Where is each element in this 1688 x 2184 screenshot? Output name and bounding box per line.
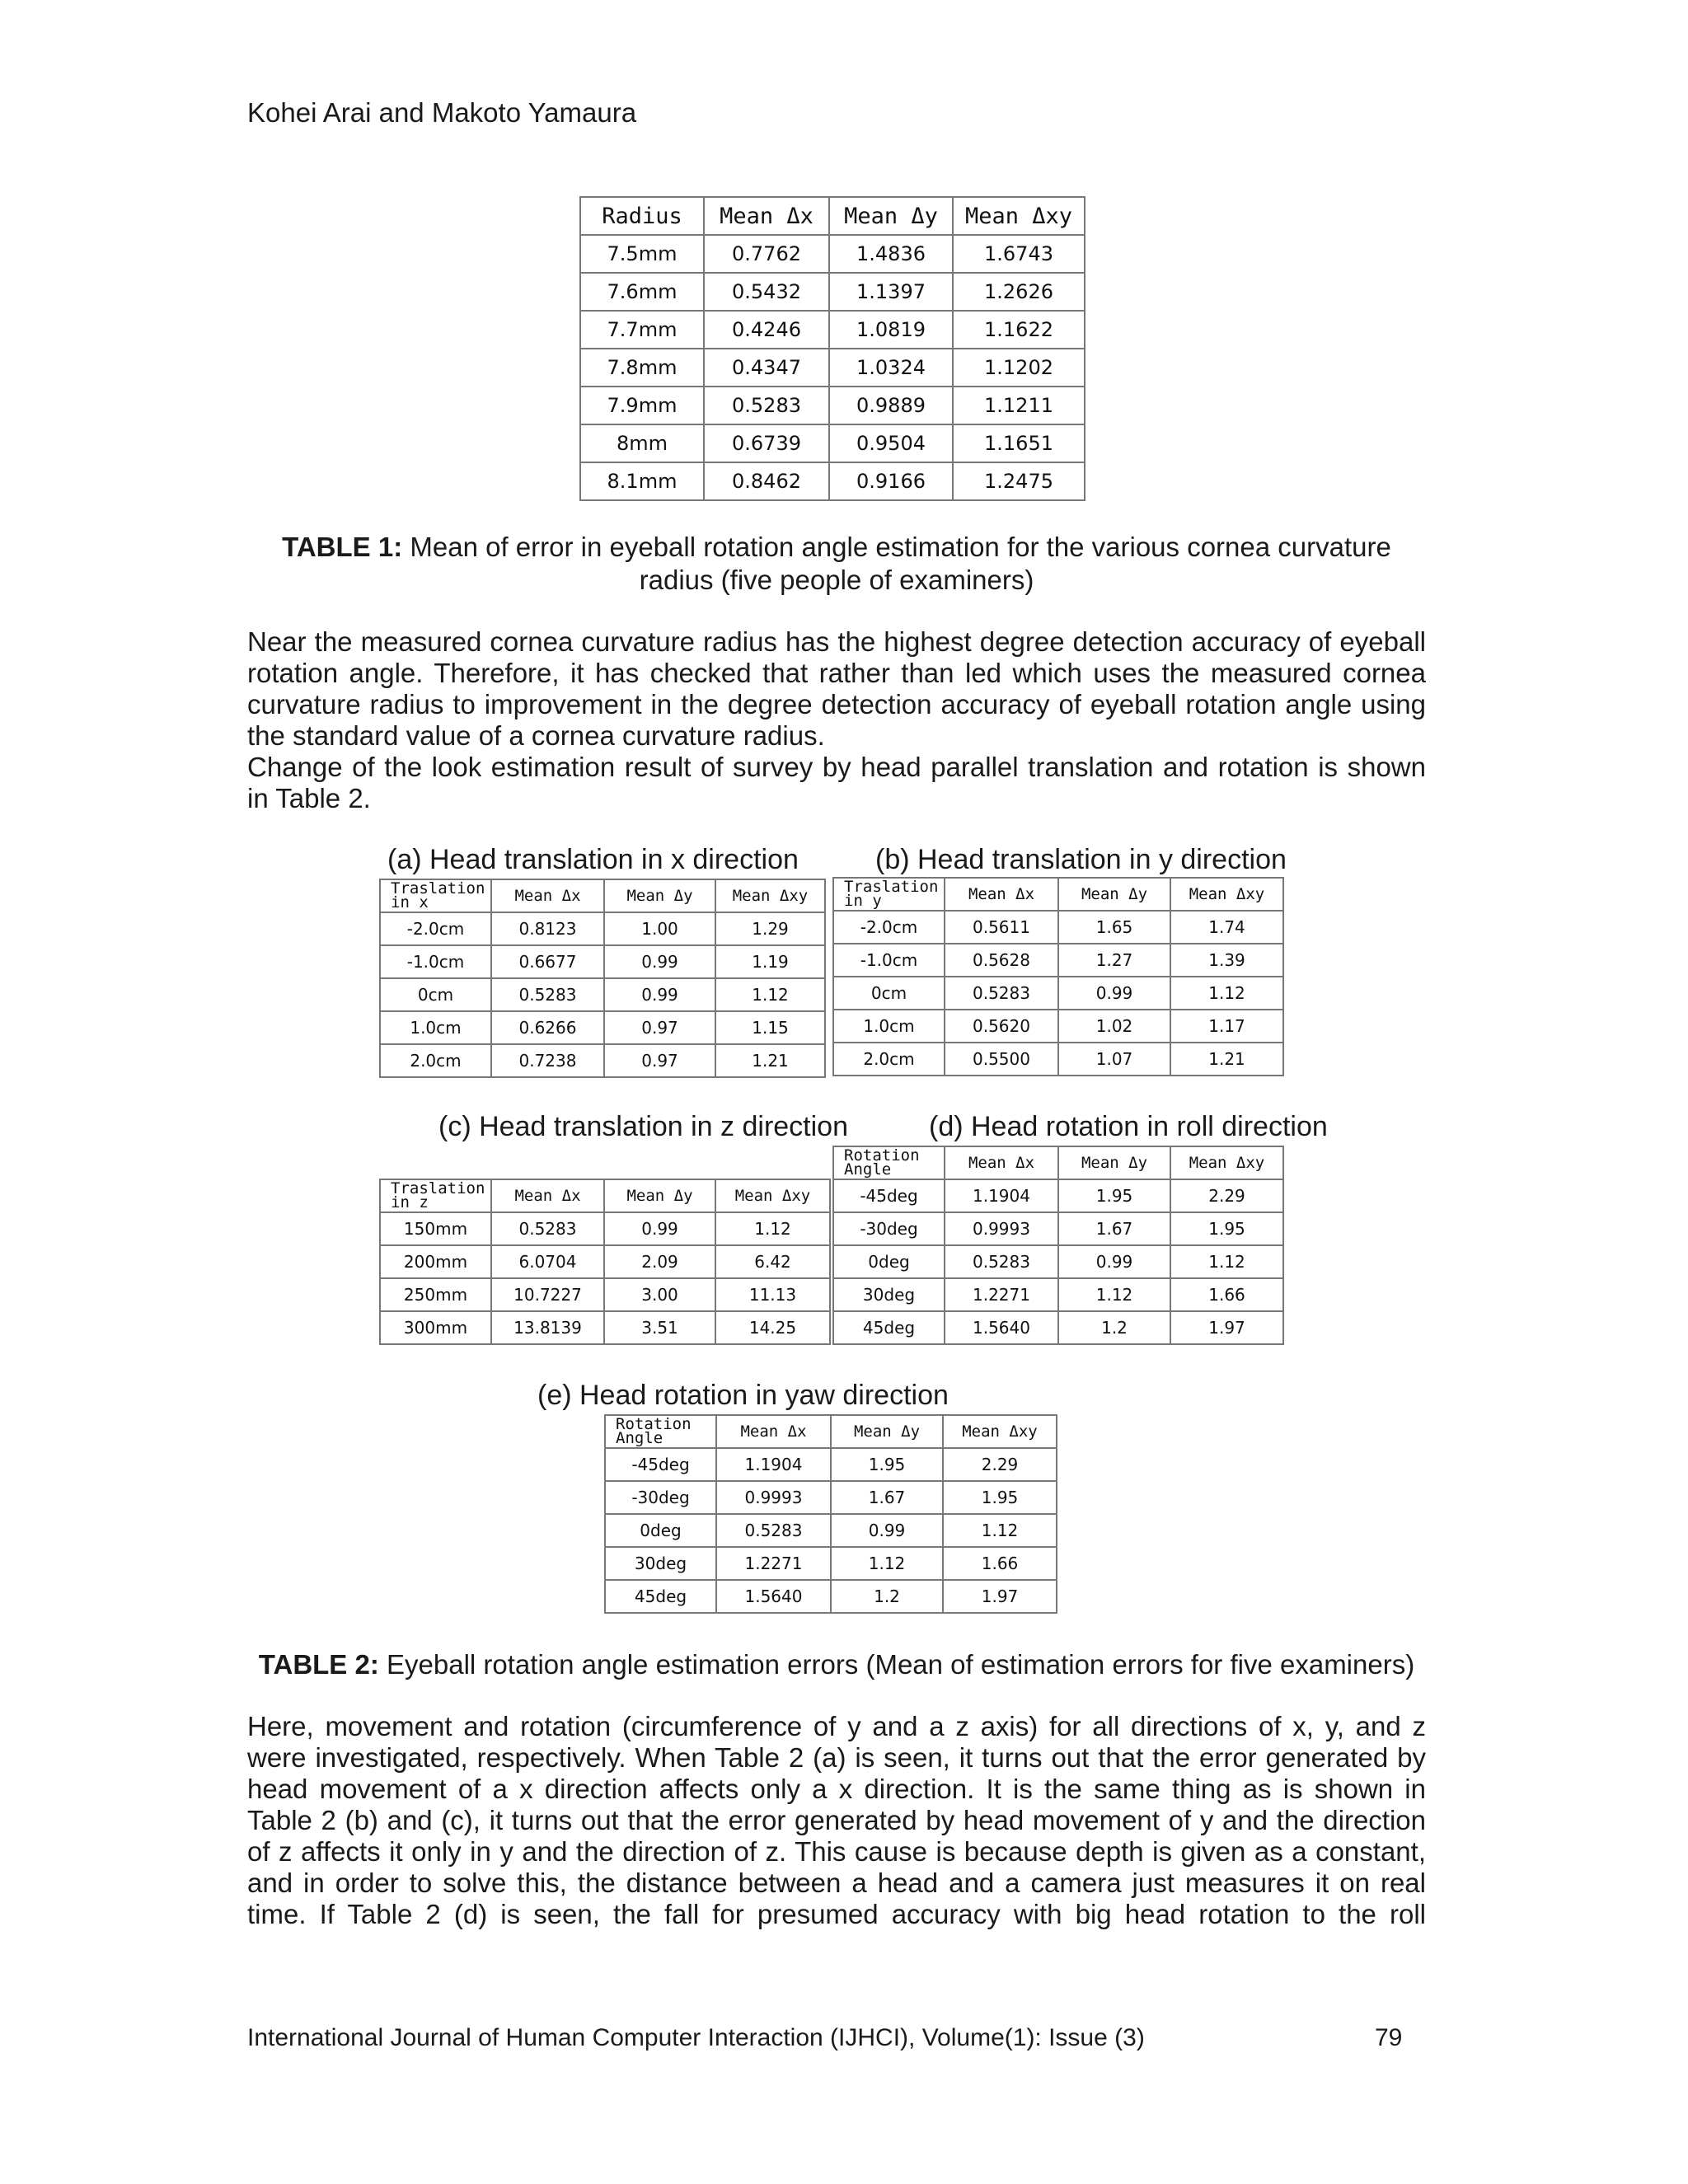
table-cell: 30deg (605, 1547, 716, 1580)
table-cell: 1.2271 (716, 1547, 831, 1580)
table-cell: 0.99 (604, 1212, 715, 1245)
table-2a-title: (a) Head translation in x direction (387, 844, 799, 875)
table-cell: 1.67 (831, 1481, 943, 1514)
page-number: 79 (1375, 2024, 1403, 2051)
table-cell: 45deg (833, 1311, 945, 1344)
table-cell: 0.5611 (945, 911, 1058, 944)
header-cell: Mean Δx (716, 1415, 831, 1448)
table-cell: 1.66 (943, 1547, 1057, 1580)
header-cell: Mean Δy (831, 1415, 943, 1448)
table-cell: 6.42 (715, 1245, 830, 1278)
table-header-row (833, 878, 1283, 911)
table-row (580, 424, 1085, 462)
header-cell: Mean Δx (704, 197, 829, 235)
table-cell: 0cm (380, 978, 491, 1011)
table-cell: 1.1904 (945, 1179, 1058, 1212)
paragraph-line: time. If Table 2 (d) is seen, the fall for presumed accuracy with big head rotation to the roll (247, 1899, 1426, 1929)
header-cell: Mean Δy (604, 879, 715, 912)
table-cell: 0.4347 (704, 349, 829, 387)
table-cell: 1.66 (1170, 1278, 1283, 1311)
paragraph-line: Near the measured cornea curvature radius has the highest degree detection accuracy of eyeball (247, 626, 1426, 657)
table-cell: 0.97 (604, 1011, 715, 1044)
table-row (380, 978, 825, 1011)
table-cell: 2.09 (604, 1245, 715, 1278)
table-cell: 1.2 (1058, 1311, 1170, 1344)
table-cell: 1.95 (943, 1481, 1057, 1514)
paragraph-1 (247, 626, 1426, 814)
header-cell: Traslation in x (380, 879, 491, 912)
paragraph-line: head movement of a x direction affects only a x direction. It is the same thing as is shown in (247, 1774, 1426, 1804)
table-header-row (380, 879, 825, 912)
table-row (833, 1010, 1283, 1043)
header-cell: Rotation Angle (833, 1146, 945, 1179)
table-cell: 0deg (605, 1514, 716, 1547)
table-cell: 1.4836 (829, 235, 953, 273)
table-cell: 1.2 (831, 1580, 943, 1613)
table-cell: -2.0cm (380, 912, 491, 945)
table-cell: 300mm (380, 1311, 491, 1344)
table-cell: 0.5620 (945, 1010, 1058, 1043)
table-cell: 1.1651 (953, 424, 1085, 462)
table-2d-title: (d) Head rotation in roll direction (929, 1111, 1328, 1142)
header-cell: Mean Δxy (953, 197, 1085, 235)
table-cell: 7.5mm (580, 235, 704, 273)
table-cell: 10.7227 (491, 1278, 604, 1311)
table-cell: 2.0cm (380, 1044, 491, 1077)
table-cell: 1.95 (831, 1448, 943, 1481)
table-1-caption (247, 531, 1426, 597)
paragraph-line: the standard value of a cornea curvature radius. (247, 720, 825, 751)
table-cell: 150mm (380, 1212, 491, 1245)
table-cell: 0.7762 (704, 235, 829, 273)
table-cell: -2.0cm (833, 911, 945, 944)
table-2e-title: (e) Head rotation in yaw direction (537, 1380, 949, 1411)
table-cell: 14.25 (715, 1311, 830, 1344)
table-row (605, 1547, 1057, 1580)
paragraph-line: in Table 2. (247, 783, 371, 813)
table-cell: -30deg (605, 1481, 716, 1514)
table-row (605, 1448, 1057, 1481)
table-cell: 0.8462 (704, 462, 829, 500)
table-cell: 0.5283 (491, 1212, 604, 1245)
table-cell: 7.8mm (580, 349, 704, 387)
table-2d (832, 1146, 1284, 1345)
table-row (580, 462, 1085, 500)
header-cell: Rotation Angle (605, 1415, 716, 1448)
table-2e (604, 1414, 1057, 1614)
table-cell: 1.1622 (953, 311, 1085, 349)
table-cell: 1.2475 (953, 462, 1085, 500)
paragraph-line: and in order to solve this, the distance between a head and a camera just measures it on real (247, 1868, 1426, 1898)
table-row (605, 1580, 1057, 1613)
table-cell: 1.95 (1058, 1179, 1170, 1212)
table-cell: 6.0704 (491, 1245, 604, 1278)
caption-text: Mean of error in eyeball rotation angle estimation for the various cornea curvature radius (five people of examiners) (402, 532, 1391, 595)
table-cell: 0.5628 (945, 944, 1058, 977)
table-cell: 7.7mm (580, 311, 704, 349)
table-cell: 1.5640 (716, 1580, 831, 1613)
table-cell: 1.65 (1058, 911, 1170, 944)
paragraph-line: curvature radius to improvement in the degree detection accuracy of eyeball rotation angle using (247, 689, 1426, 719)
table-cell: 0.8123 (491, 912, 604, 945)
table-row (833, 944, 1283, 977)
header-cell: Mean Δy (604, 1179, 715, 1212)
paragraph-2 (247, 1711, 1426, 1930)
table-cell: 1.95 (1170, 1212, 1283, 1245)
table-cell: 1.07 (1058, 1043, 1170, 1076)
table-cell: 200mm (380, 1245, 491, 1278)
table-cell: 1.29 (715, 912, 825, 945)
header-cell: Mean Δxy (715, 879, 825, 912)
table-row (380, 1245, 830, 1278)
table-cell: 1.0324 (829, 349, 953, 387)
table-cell: 1.5640 (945, 1311, 1058, 1344)
header-cell: Mean Δxy (715, 1179, 830, 1212)
table-header-row (380, 1179, 830, 1212)
table-cell: 1.12 (943, 1514, 1057, 1547)
table-cell: 1.2271 (945, 1278, 1058, 1311)
table-cell: 11.13 (715, 1278, 830, 1311)
table-cell: 1.6743 (953, 235, 1085, 273)
table-row (580, 387, 1085, 424)
table-cell: 45deg (605, 1580, 716, 1613)
table-cell: -1.0cm (833, 944, 945, 977)
paragraph-line: Table 2 (b) and (c), it turns out that the error generated by head movement of y and the direction (247, 1805, 1426, 1835)
table-cell: 1.02 (1058, 1010, 1170, 1043)
header-cell: Mean Δx (945, 1146, 1058, 1179)
table-row (380, 912, 825, 945)
table-cell: 0.6677 (491, 945, 604, 978)
table-cell: 1.12 (715, 978, 825, 1011)
table-cell: 1.12 (831, 1547, 943, 1580)
table-cell: 7.6mm (580, 273, 704, 311)
table-cell: 0.5283 (704, 387, 829, 424)
table-cell: -30deg (833, 1212, 945, 1245)
table-cell: 0.5283 (716, 1514, 831, 1547)
table-row (380, 1311, 830, 1344)
table-cell: 0deg (833, 1245, 945, 1278)
table-cell: 250mm (380, 1278, 491, 1311)
caption-text: Eyeball rotation angle estimation errors (Mean of estimation errors for five examiners) (378, 1649, 1415, 1680)
table-2c-title: (c) Head translation in z direction (438, 1111, 849, 1142)
table-cell: 2.0cm (833, 1043, 945, 1076)
header-cell: Mean Δxy (1170, 878, 1283, 911)
caption-label: TABLE 1: (282, 532, 403, 562)
table-cell: 0.99 (1058, 1245, 1170, 1278)
table-cell: 0.5283 (945, 1245, 1058, 1278)
table-row (580, 311, 1085, 349)
caption-label: TABLE 2: (258, 1649, 379, 1680)
table-cell: 1.0819 (829, 311, 953, 349)
table-cell: 1.21 (715, 1044, 825, 1077)
table-cell: 1.97 (1170, 1311, 1283, 1344)
table-cell: -45deg (605, 1448, 716, 1481)
table-row (833, 1179, 1283, 1212)
table-row (380, 1011, 825, 1044)
table-row (605, 1481, 1057, 1514)
paragraph-line: were investigated, respectively. When Table 2 (a) is seen, it turns out that the error generated by (247, 1742, 1426, 1773)
table-cell: 0.9889 (829, 387, 953, 424)
table-cell: 30deg (833, 1278, 945, 1311)
table-cell: 1.17 (1170, 1010, 1283, 1043)
table-row (380, 1044, 825, 1077)
header-cell: Mean Δy (1058, 1146, 1170, 1179)
table-2c (379, 1179, 831, 1345)
table-cell: 1.1211 (953, 387, 1085, 424)
table-header-row (580, 197, 1085, 235)
table-cell: 0.9993 (945, 1212, 1058, 1245)
table-row (833, 1311, 1283, 1344)
table-cell: 0.9166 (829, 462, 953, 500)
table-cell: 1.12 (715, 1212, 830, 1245)
table-row (833, 1043, 1283, 1076)
header-cell: Traslation in z (380, 1179, 491, 1212)
table-1 (579, 196, 1085, 501)
table-cell: 0cm (833, 977, 945, 1010)
table-cell: 0.5500 (945, 1043, 1058, 1076)
table-row (833, 911, 1283, 944)
table-cell: 1.27 (1058, 944, 1170, 977)
table-cell: 1.2626 (953, 273, 1085, 311)
table-cell: 0.99 (1058, 977, 1170, 1010)
table-cell: 0.4246 (704, 311, 829, 349)
table-cell: 2.29 (943, 1448, 1057, 1481)
table-2-caption (247, 1648, 1426, 1681)
table-row (380, 945, 825, 978)
table-cell: 0.5283 (945, 977, 1058, 1010)
paragraph-line: Change of the look estimation result of survey by head parallel translation and rotation is shown (247, 752, 1426, 782)
table-row (605, 1514, 1057, 1547)
table-cell: 0.99 (831, 1514, 943, 1547)
header-cell: Traslation in y (833, 878, 945, 911)
table-cell: -45deg (833, 1179, 945, 1212)
table-row (833, 1245, 1283, 1278)
paragraph-line: rotation angle. Therefore, it has checked that rather than led which uses the measured cornea (247, 658, 1426, 688)
table-row (833, 1212, 1283, 1245)
table-cell: 1.1397 (829, 273, 953, 311)
table-cell: 1.0cm (380, 1011, 491, 1044)
table-cell: 1.1202 (953, 349, 1085, 387)
table-cell: 0.6266 (491, 1011, 604, 1044)
table-cell: 13.8139 (491, 1311, 604, 1344)
table-cell: 1.0cm (833, 1010, 945, 1043)
table-row (833, 1278, 1283, 1311)
table-cell: 1.12 (1170, 977, 1283, 1010)
header-cell: Mean Δx (491, 1179, 604, 1212)
table-row (380, 1212, 830, 1245)
table-row (580, 349, 1085, 387)
table-cell: 1.15 (715, 1011, 825, 1044)
table-cell: 0.99 (604, 945, 715, 978)
table-header-row (605, 1415, 1057, 1448)
header-cell: Mean Δxy (943, 1415, 1057, 1448)
table-cell: 1.1904 (716, 1448, 831, 1481)
table-cell: 1.19 (715, 945, 825, 978)
table-2b-title: (b) Head translation in y direction (875, 844, 1287, 875)
header-cell: Mean Δy (829, 197, 953, 235)
table-cell: 1.74 (1170, 911, 1283, 944)
paragraph-line: Here, movement and rotation (circumference of y and a z axis) for all directions of x, y, and z (247, 1711, 1426, 1741)
running-header: Kohei Arai and Makoto Yamaura (247, 97, 637, 128)
header-cell: Mean Δy (1058, 878, 1170, 911)
table-cell: 1.21 (1170, 1043, 1283, 1076)
table-cell: 8.1mm (580, 462, 704, 500)
table-cell: 0.9993 (716, 1481, 831, 1514)
table-cell: 1.97 (943, 1580, 1057, 1613)
table-row (380, 1278, 830, 1311)
table-cell: 3.00 (604, 1278, 715, 1311)
table-cell: 0.5283 (491, 978, 604, 1011)
table-cell: 2.29 (1170, 1179, 1283, 1212)
header-cell: Mean Δx (491, 879, 604, 912)
table-row (580, 273, 1085, 311)
header-cell: Mean Δx (945, 878, 1058, 911)
table-cell: 1.12 (1058, 1278, 1170, 1311)
header-cell: Mean Δxy (1170, 1146, 1283, 1179)
table-cell: 7.9mm (580, 387, 704, 424)
table-cell: 1.39 (1170, 944, 1283, 977)
table-cell: 0.7238 (491, 1044, 604, 1077)
table-cell: 0.9504 (829, 424, 953, 462)
footer-journal: International Journal of Human Computer Interaction (IJHCI), Volume(1): Issue (3) (247, 2024, 1145, 2051)
table-cell: 1.00 (604, 912, 715, 945)
table-cell: 0.6739 (704, 424, 829, 462)
header-cell: Radius (580, 197, 704, 235)
table-header-row (833, 1146, 1283, 1179)
table-2a (379, 879, 826, 1078)
table-cell: 0.97 (604, 1044, 715, 1077)
table-cell: -1.0cm (380, 945, 491, 978)
table-row (580, 235, 1085, 273)
table-row (833, 977, 1283, 1010)
table-cell: 8mm (580, 424, 704, 462)
table-cell: 0.99 (604, 978, 715, 1011)
table-2b (832, 877, 1284, 1076)
table-cell: 1.12 (1170, 1245, 1283, 1278)
table-cell: 1.67 (1058, 1212, 1170, 1245)
table-cell: 3.51 (604, 1311, 715, 1344)
paragraph-line: of z affects it only in y and the direction of z. This cause is because depth is given as a constant, (247, 1836, 1426, 1867)
table-cell: 0.5432 (704, 273, 829, 311)
